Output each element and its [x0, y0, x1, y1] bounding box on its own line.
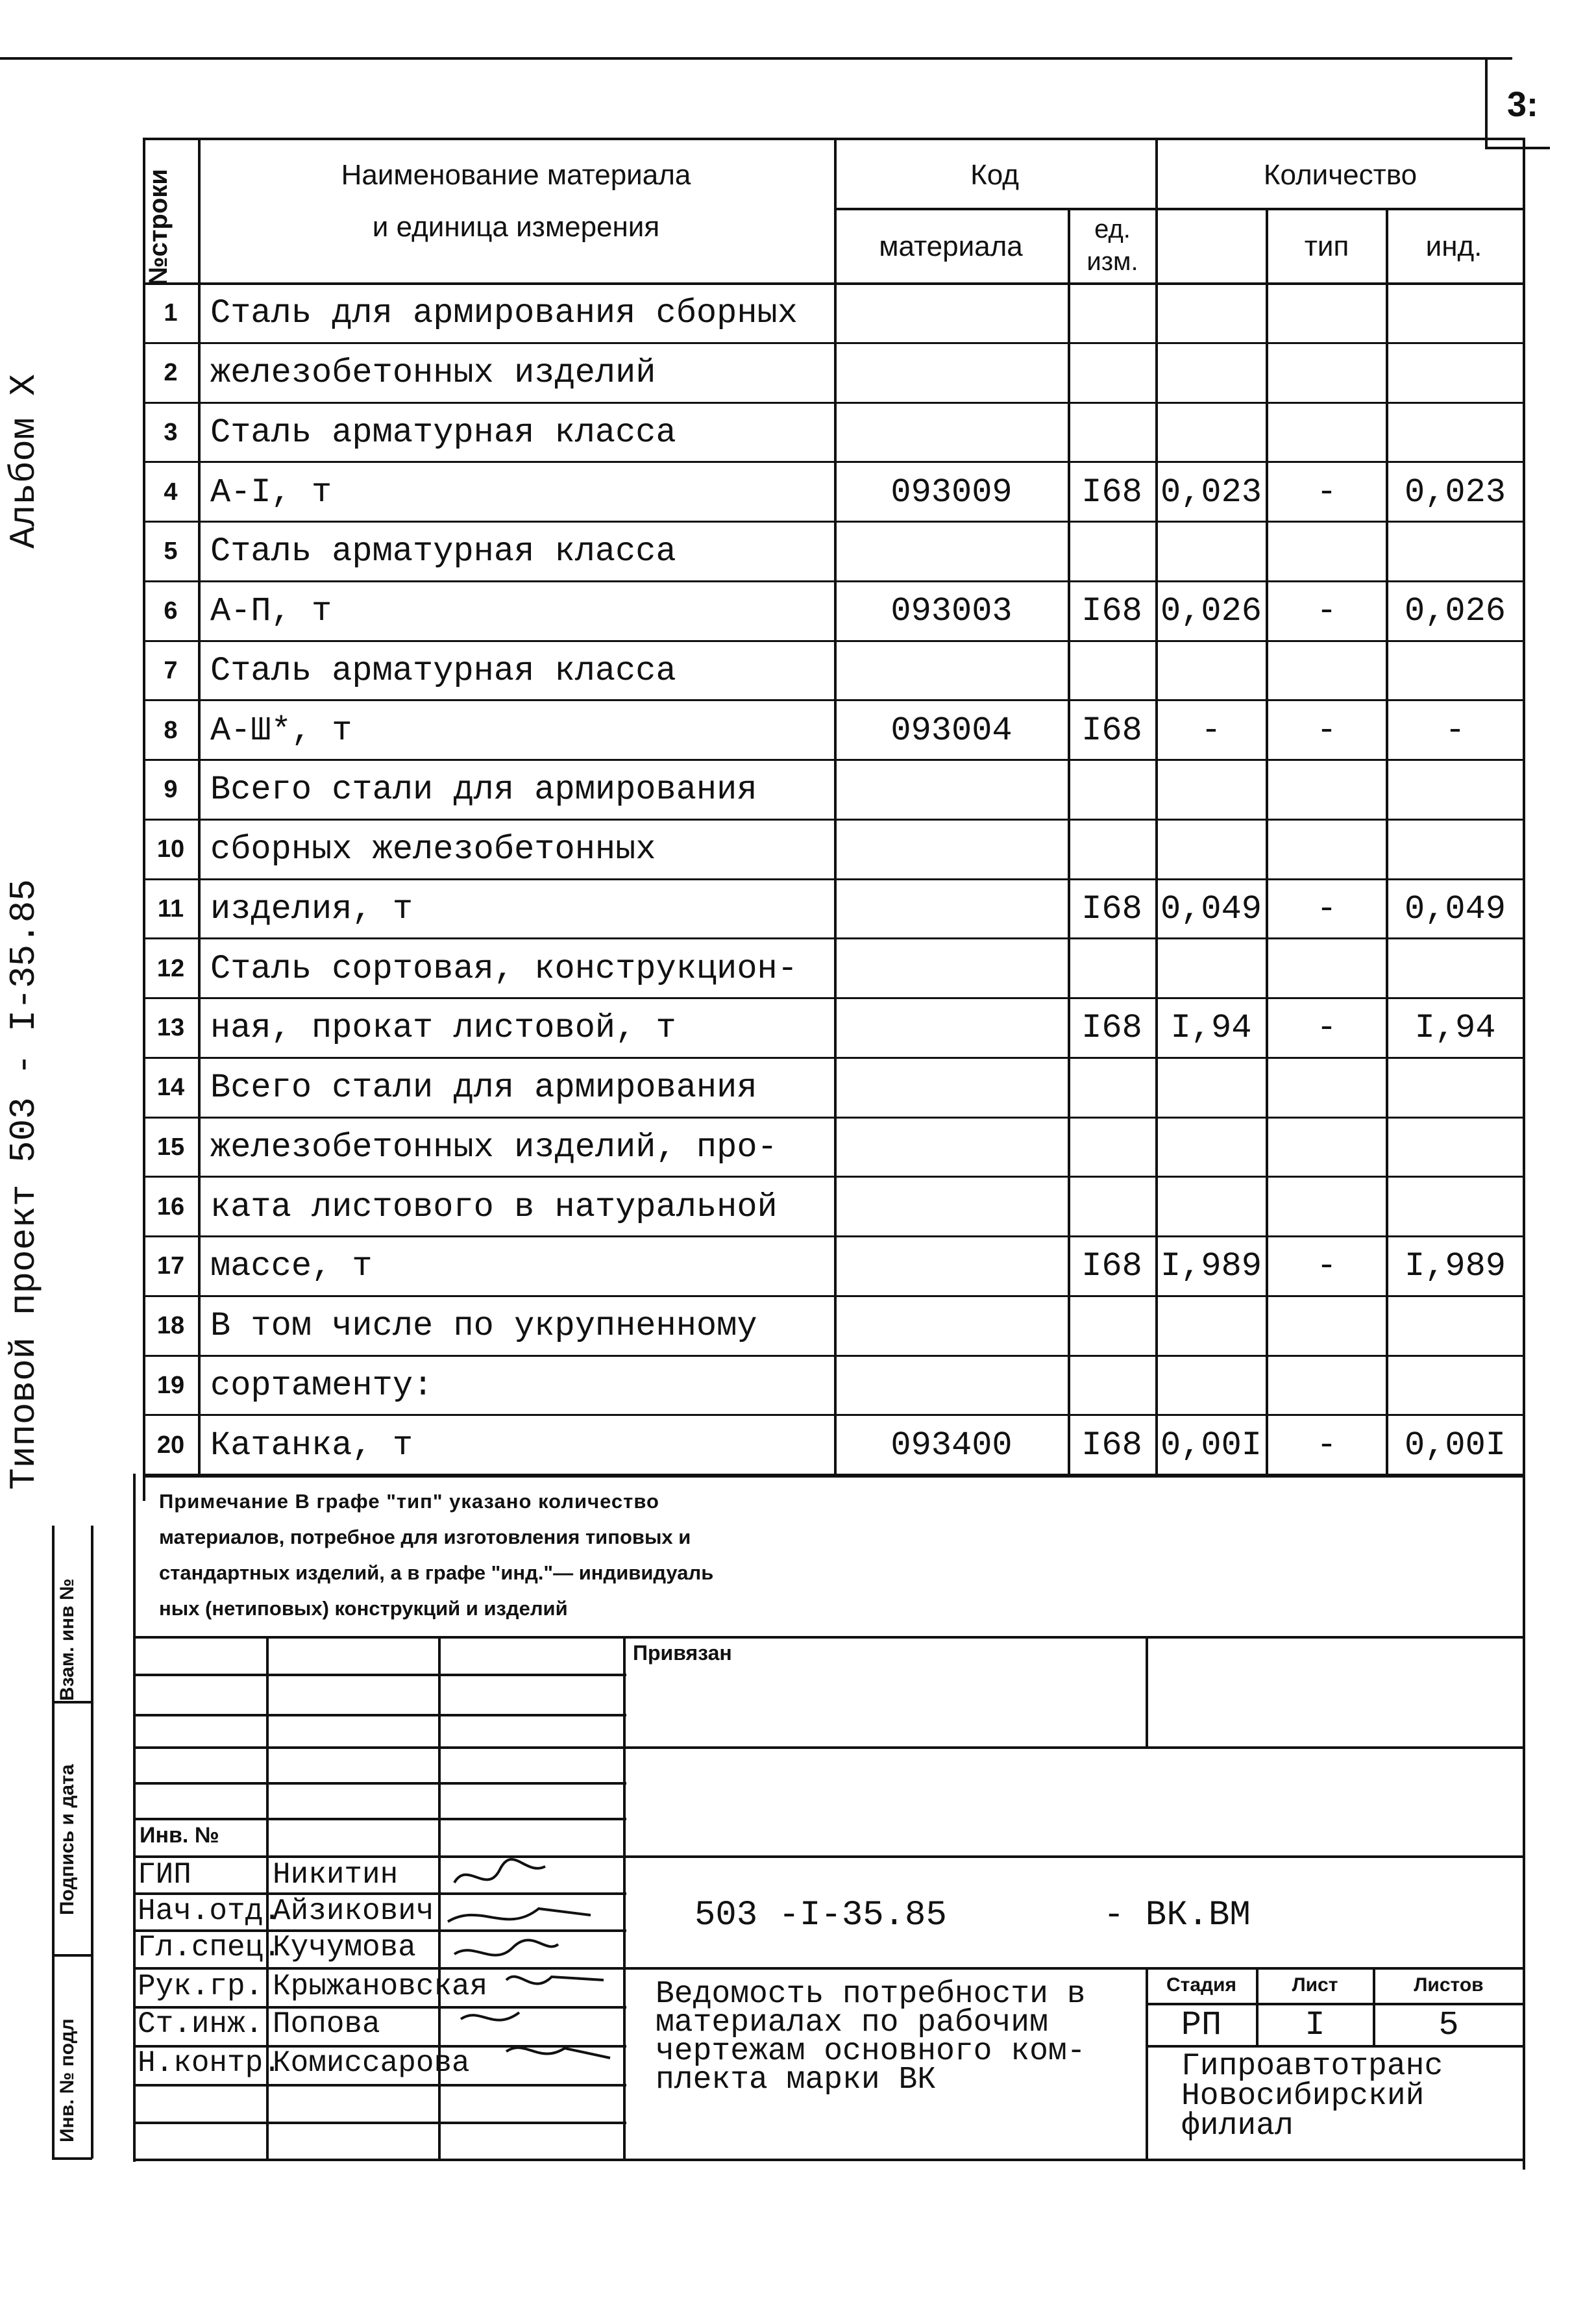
row-tip: 0,049	[1160, 889, 1262, 928]
col-ind	[1386, 208, 1388, 1475]
stamp-v7	[1373, 1967, 1375, 2045]
row-name: ката листового в натуральной	[210, 1187, 778, 1226]
signature-1	[454, 1859, 545, 1883]
stamp-top	[133, 1636, 1524, 1639]
person-role-1: ГИП	[138, 1858, 191, 1892]
row-name: сортаменту:	[210, 1366, 434, 1405]
col-unit	[1155, 138, 1158, 1475]
person-name-4: Крыжановская	[273, 1970, 488, 2003]
side-stamp-div3	[52, 2157, 92, 2160]
row-unit: I68	[1081, 1247, 1142, 1286]
note-line-2: материалов, потребное для изготовления типовых и	[159, 1526, 691, 1548]
stamp-bottom	[133, 2159, 1524, 2161]
row-code	[837, 403, 1066, 463]
row-total	[1389, 522, 1521, 582]
table-right	[1523, 138, 1525, 2170]
row-unit: I68	[1081, 473, 1142, 512]
row-unit	[1070, 820, 1154, 880]
row-unit	[1070, 1356, 1154, 1416]
person-name-1: Никитин	[273, 1858, 399, 1892]
hdr-name-1: Наименование материала	[341, 159, 691, 191]
row-unit: I68	[1081, 889, 1142, 928]
person-name-3: Кучумова	[273, 1931, 416, 1964]
row-tip	[1159, 343, 1264, 403]
note-line-1: Примечание В графе "тип" указано количество	[159, 1490, 659, 1513]
row-code	[837, 284, 1066, 343]
row-name: Сталь арматурная класса	[210, 651, 676, 690]
row-ind	[1269, 641, 1384, 701]
row-name: Катанка, т	[210, 1426, 413, 1465]
signature-3	[454, 1940, 558, 1955]
row-unit	[1070, 1296, 1154, 1356]
row-code	[837, 1356, 1066, 1416]
hdr-material: материала	[879, 230, 1023, 262]
hdr-unit-1: ед.	[1094, 214, 1131, 243]
row-number: 3	[164, 418, 178, 446]
sheets-label: Листов	[1414, 1974, 1484, 1996]
row-unit: I68	[1081, 592, 1142, 631]
row-number: 7	[164, 656, 178, 684]
row-ind: -	[1316, 889, 1337, 928]
signatures	[441, 1857, 623, 2090]
person-role-4: Рук.гр.	[138, 1970, 264, 2003]
row-ind	[1269, 522, 1384, 582]
row-tip: I,94	[1170, 1009, 1252, 1048]
row-tip: I,989	[1160, 1247, 1262, 1286]
row-total: -	[1445, 711, 1466, 750]
row-unit	[1070, 284, 1154, 343]
stage-label: Стадия	[1166, 1974, 1237, 1996]
row-unit	[1070, 343, 1154, 403]
row-total	[1389, 1058, 1521, 1118]
row-tip	[1159, 820, 1264, 880]
row-number: 6	[164, 597, 178, 625]
org-line-2: Новосибирский	[1181, 2079, 1425, 2114]
privyazan-label: Привязан	[633, 1641, 732, 1665]
row-total	[1389, 760, 1521, 820]
row-unit	[1070, 760, 1154, 820]
row-number: 18	[156, 1312, 185, 1340]
row-ind	[1269, 284, 1384, 343]
row-name: массе, т	[210, 1247, 373, 1286]
stamp-h5	[133, 1818, 626, 1820]
row-ind: -	[1316, 592, 1337, 631]
row-code	[837, 1237, 1066, 1296]
row-total	[1389, 284, 1521, 343]
row-ind: -	[1316, 1009, 1337, 1048]
row-name: Всего стали для армирования	[210, 771, 757, 810]
row-unit	[1070, 1118, 1154, 1178]
row-number: 12	[156, 954, 185, 982]
row-tip	[1159, 641, 1264, 701]
org-line-1: Гипроавтотранс	[1181, 2049, 1443, 2084]
row-code	[837, 522, 1066, 582]
row-number: 19	[156, 1371, 185, 1399]
row-name: А-Ш*, т	[210, 711, 352, 750]
row-ind: -	[1316, 473, 1337, 512]
row-number: 16	[156, 1193, 185, 1220]
row-tip: 0,026	[1160, 592, 1262, 631]
row-code	[837, 1118, 1066, 1178]
stamp-h15	[133, 2122, 626, 2124]
row-name: железобетонных изделий	[210, 354, 656, 393]
row-ind	[1269, 403, 1384, 463]
hdr-tip: тип	[1304, 230, 1349, 262]
row-name: Всего стали для армирования	[210, 1069, 757, 1108]
row-code: 093400	[890, 1426, 1013, 1465]
stamp-h8	[1146, 2003, 1524, 2005]
sheets-value: 5	[1438, 2006, 1459, 2044]
org-line-3: филиал	[1181, 2109, 1294, 2144]
row-code	[837, 1177, 1066, 1237]
row-total	[1389, 820, 1521, 880]
podpis-label: Подпись и дата	[56, 1764, 78, 1915]
row-unit	[1070, 1177, 1154, 1237]
row-number: 1	[164, 299, 178, 327]
row-ind: -	[1316, 711, 1337, 750]
stamp-h2	[133, 1714, 626, 1716]
hdr-unit-2: изм.	[1087, 247, 1138, 276]
row-total	[1389, 403, 1521, 463]
row-unit	[1070, 403, 1154, 463]
vzam-label: Взам. инв №	[56, 1578, 78, 1701]
row-number: 4	[164, 478, 178, 506]
row-number: 13	[156, 1014, 185, 1042]
person-role-2: Нач.отд.	[138, 1894, 281, 1928]
row-code	[837, 760, 1066, 820]
row-ind	[1269, 760, 1384, 820]
row-name: Сталь для армирования сборных	[210, 294, 798, 333]
row-number: 5	[164, 538, 178, 565]
row-code	[837, 1296, 1066, 1356]
row-number: 14	[156, 1074, 185, 1102]
side-stamp-mid	[91, 1526, 93, 2159]
row-name: Сталь арматурная класса	[210, 413, 676, 452]
sheet-value: I	[1305, 2006, 1325, 2044]
sheet-label: Лист	[1292, 1974, 1338, 1996]
signature-5	[461, 2013, 519, 2020]
row-tip	[1159, 1177, 1264, 1237]
row-unit: I68	[1081, 1426, 1142, 1465]
side-stamp-left	[52, 1526, 55, 2159]
row-tip	[1159, 1118, 1264, 1178]
row-tip	[1159, 939, 1264, 998]
stamp-v4	[1146, 1636, 1148, 1746]
row-total	[1389, 1356, 1521, 1416]
row-unit: I68	[1081, 711, 1142, 750]
person-role-3: Гл.спец.	[138, 1931, 281, 1964]
row-tip: 0,00I	[1160, 1426, 1262, 1465]
stamp-h4	[133, 1782, 626, 1785]
hdr-row-no: №строки	[144, 169, 173, 286]
stamp-h9	[1146, 2045, 1524, 2048]
person-name-2: Айзикович	[273, 1894, 434, 1928]
row-number: 15	[156, 1133, 185, 1161]
row-tip	[1159, 1058, 1264, 1118]
row-name: изделия, т	[210, 889, 413, 928]
row-total: I,94	[1414, 1009, 1496, 1048]
row-total	[1389, 939, 1521, 998]
note	[159, 1483, 1133, 1626]
stamp-v3	[623, 1636, 626, 2159]
row-ind	[1269, 820, 1384, 880]
row-total	[1389, 1118, 1521, 1178]
row-name: Сталь арматурная класса	[210, 532, 676, 571]
row-total: 0,049	[1404, 889, 1506, 928]
signature-2	[448, 1909, 591, 1922]
page-number: 3:	[1507, 85, 1539, 124]
stage-value: РП	[1181, 2006, 1222, 2044]
person-name-5: Попова	[273, 2007, 380, 2041]
hdr-ind: инд.	[1425, 230, 1482, 262]
signature-4	[506, 1977, 604, 1984]
row-name: сборных железобетонных	[210, 830, 656, 869]
album-label: Альбом X	[3, 374, 45, 549]
person-role-6: Н.контр.	[138, 2046, 281, 2080]
note-line-4: ных (нетиповых) конструкций и изделий	[159, 1597, 568, 1620]
side-stamp-div2	[52, 1954, 92, 1957]
row-ind: -	[1316, 1426, 1337, 1465]
col-rn	[198, 138, 201, 1475]
row-code	[837, 998, 1066, 1058]
row-tip	[1159, 760, 1264, 820]
hdr-name-2: и единица измерения	[372, 211, 660, 243]
row-name: ная, прокат листовой, т	[210, 1009, 676, 1048]
top-border	[0, 57, 1512, 60]
row-ind	[1269, 1296, 1384, 1356]
row-name: В том числе по укрупненному	[210, 1307, 757, 1346]
row-total: 0,00I	[1404, 1426, 1506, 1465]
row-number: 11	[157, 895, 184, 923]
person-role-5: Ст.инж.	[138, 2007, 264, 2041]
col-tip	[1266, 208, 1268, 1475]
project-label: Типовой проект 503 - I-35.85	[3, 879, 45, 1490]
inv-no-label: Инв. №	[140, 1823, 219, 1848]
row-name: железобетонных изделий, про-	[210, 1128, 778, 1167]
row-tip: 0,023	[1160, 473, 1262, 512]
row-unit	[1070, 522, 1154, 582]
doc-title	[656, 1977, 1086, 2098]
stamp-v6	[1256, 1967, 1258, 2045]
hdr-mid-line	[834, 208, 1524, 210]
row-unit	[1070, 641, 1154, 701]
doc-title-4: плекта марки ВК	[656, 2062, 937, 2098]
table-bottom	[143, 1475, 1525, 1478]
row-tip	[1159, 1296, 1264, 1356]
hdr-ind-line	[1386, 208, 1388, 282]
row-name: А-I, т	[210, 473, 332, 512]
row-tip: -	[1201, 711, 1222, 750]
row-number: 20	[156, 1431, 185, 1459]
row-ind: -	[1316, 1247, 1337, 1286]
row-ind	[1269, 939, 1384, 998]
row-code: 093004	[890, 711, 1013, 750]
row-name: А-П, т	[210, 592, 332, 631]
row-number: 17	[156, 1252, 185, 1280]
row-tip	[1159, 284, 1264, 343]
row-total: 0,026	[1404, 592, 1506, 631]
row-ind	[1269, 1058, 1384, 1118]
row-total	[1389, 641, 1521, 701]
row-number: 8	[164, 716, 178, 744]
hdr-code: Код	[970, 159, 1019, 191]
doc-title-1: Ведомость потребности в	[656, 1977, 1086, 2012]
row-ind	[1269, 1356, 1384, 1416]
row-code: 093009	[890, 473, 1013, 512]
doc-mark: - ВК.ВМ	[1103, 1896, 1251, 1935]
row-code	[837, 820, 1066, 880]
stamp-h1	[133, 1674, 626, 1676]
signature-6	[506, 2048, 610, 2058]
row-total	[1389, 1177, 1521, 1237]
hdr-qty: Количество	[1263, 159, 1418, 191]
row-tip	[1159, 522, 1264, 582]
corner-border	[1485, 57, 1488, 148]
stamp-v2	[438, 1636, 441, 2159]
row-code: 093003	[890, 592, 1013, 631]
row-unit	[1070, 939, 1154, 998]
row-unit: I68	[1081, 1009, 1142, 1048]
row-total	[1389, 1296, 1521, 1356]
note-line-3: стандартных изделий, а в графе "инд."— индивидуаль	[159, 1561, 714, 1584]
stamp-v5	[1146, 1967, 1148, 2159]
row-unit	[1070, 1058, 1154, 1118]
row-number: 2	[164, 359, 178, 387]
inv-label: Инв. № подл	[56, 2018, 78, 2142]
row-total	[1389, 343, 1521, 403]
row-ind	[1269, 343, 1384, 403]
row-ind	[1269, 1118, 1384, 1178]
row-tip	[1159, 403, 1264, 463]
row-number: 9	[164, 776, 178, 804]
row-ind	[1269, 1177, 1384, 1237]
row-code	[837, 880, 1066, 939]
side-stamp-div1	[52, 1701, 92, 1703]
row-total: I,989	[1404, 1247, 1506, 1286]
row-number: 10	[156, 836, 185, 863]
person-name-6: Комиссарова	[273, 2046, 470, 2080]
org-name	[1181, 2049, 1443, 2144]
stamp-h3	[133, 1746, 1524, 1749]
row-code	[837, 939, 1066, 998]
row-tip	[1159, 1356, 1264, 1416]
doc-title-2: материалах по рабочим	[656, 2005, 1048, 2040]
row-code	[837, 1058, 1066, 1118]
doc-title-3: чертежам основного ком-	[656, 2034, 1086, 2069]
row-name: Сталь сортовая, конструкцион-	[210, 949, 798, 988]
row-total: 0,023	[1404, 473, 1506, 512]
row-code	[837, 641, 1066, 701]
doc-code: 503 -I-35.85	[694, 1896, 947, 1935]
row-code	[837, 343, 1066, 403]
